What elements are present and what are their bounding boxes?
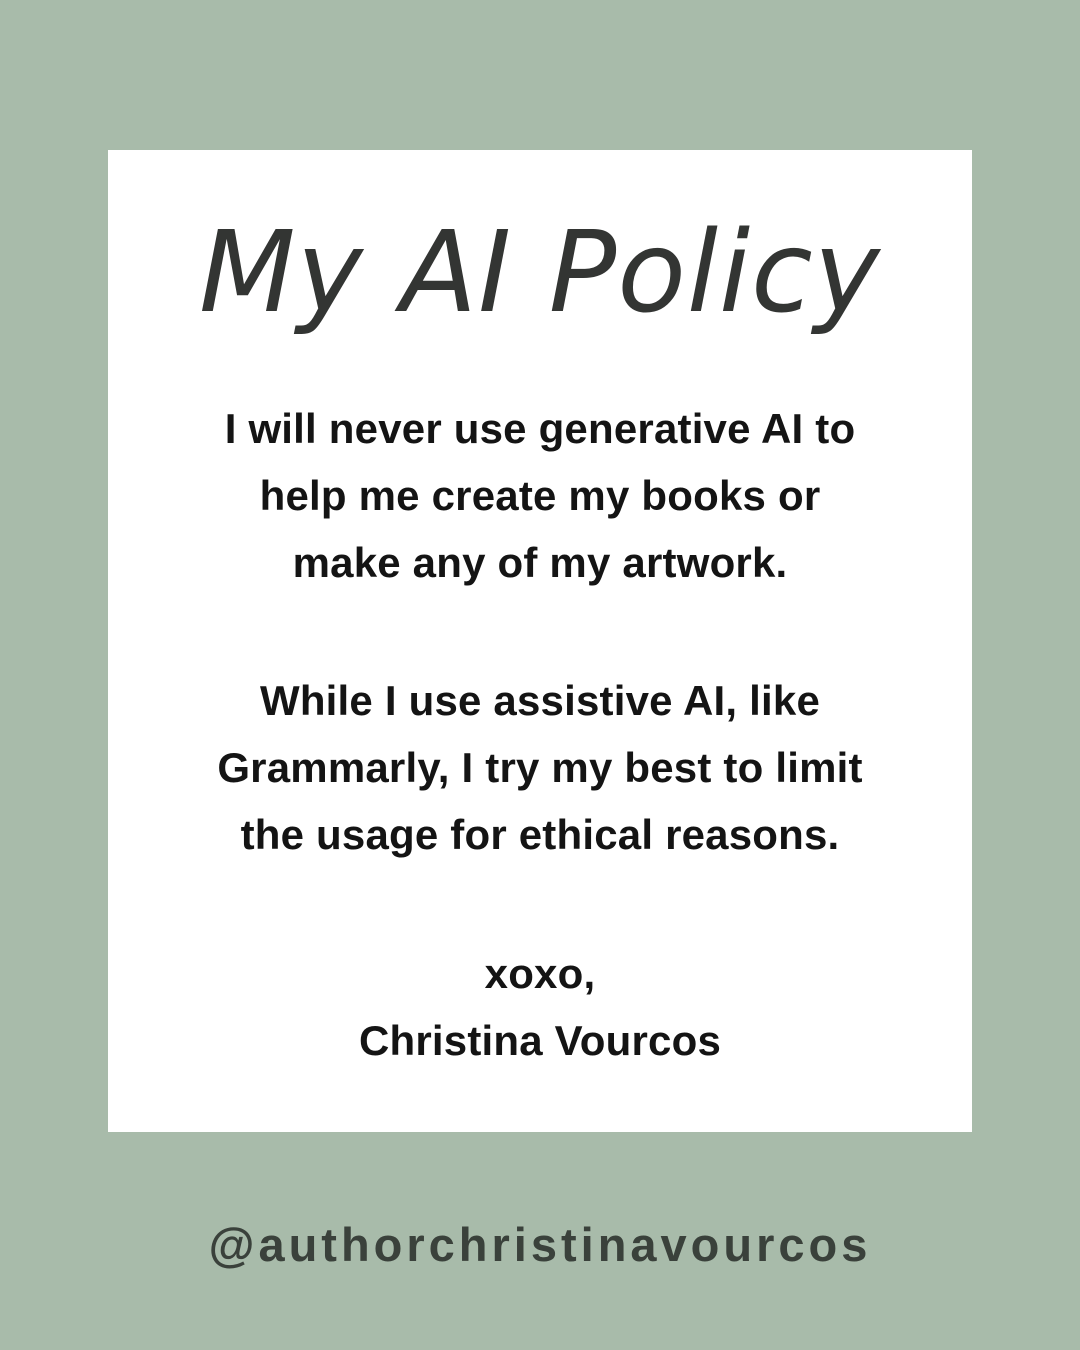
signoff-author-name: Christina Vourcos	[358, 1017, 722, 1064]
paragraph-assistive-ai	[108, 667, 972, 868]
paragraph-generative-ai	[108, 395, 972, 596]
signoff-xoxo: xoxo,	[484, 950, 596, 997]
text-line: Grammarly, I try my best to limit	[217, 744, 863, 791]
text-line: I will never use generative AI to	[224, 405, 856, 452]
text-line: help me create my books or	[259, 472, 821, 519]
social-handle: @authorchristinavourcos	[208, 1218, 872, 1271]
signoff	[108, 940, 972, 1074]
policy-card	[108, 150, 972, 1132]
page-title: My AI Policy	[199, 208, 881, 338]
text-line: While I use assistive AI, like	[259, 677, 821, 724]
text-line: the usage for ethical reasons.	[240, 811, 840, 858]
text-line: make any of my artwork.	[292, 539, 788, 586]
